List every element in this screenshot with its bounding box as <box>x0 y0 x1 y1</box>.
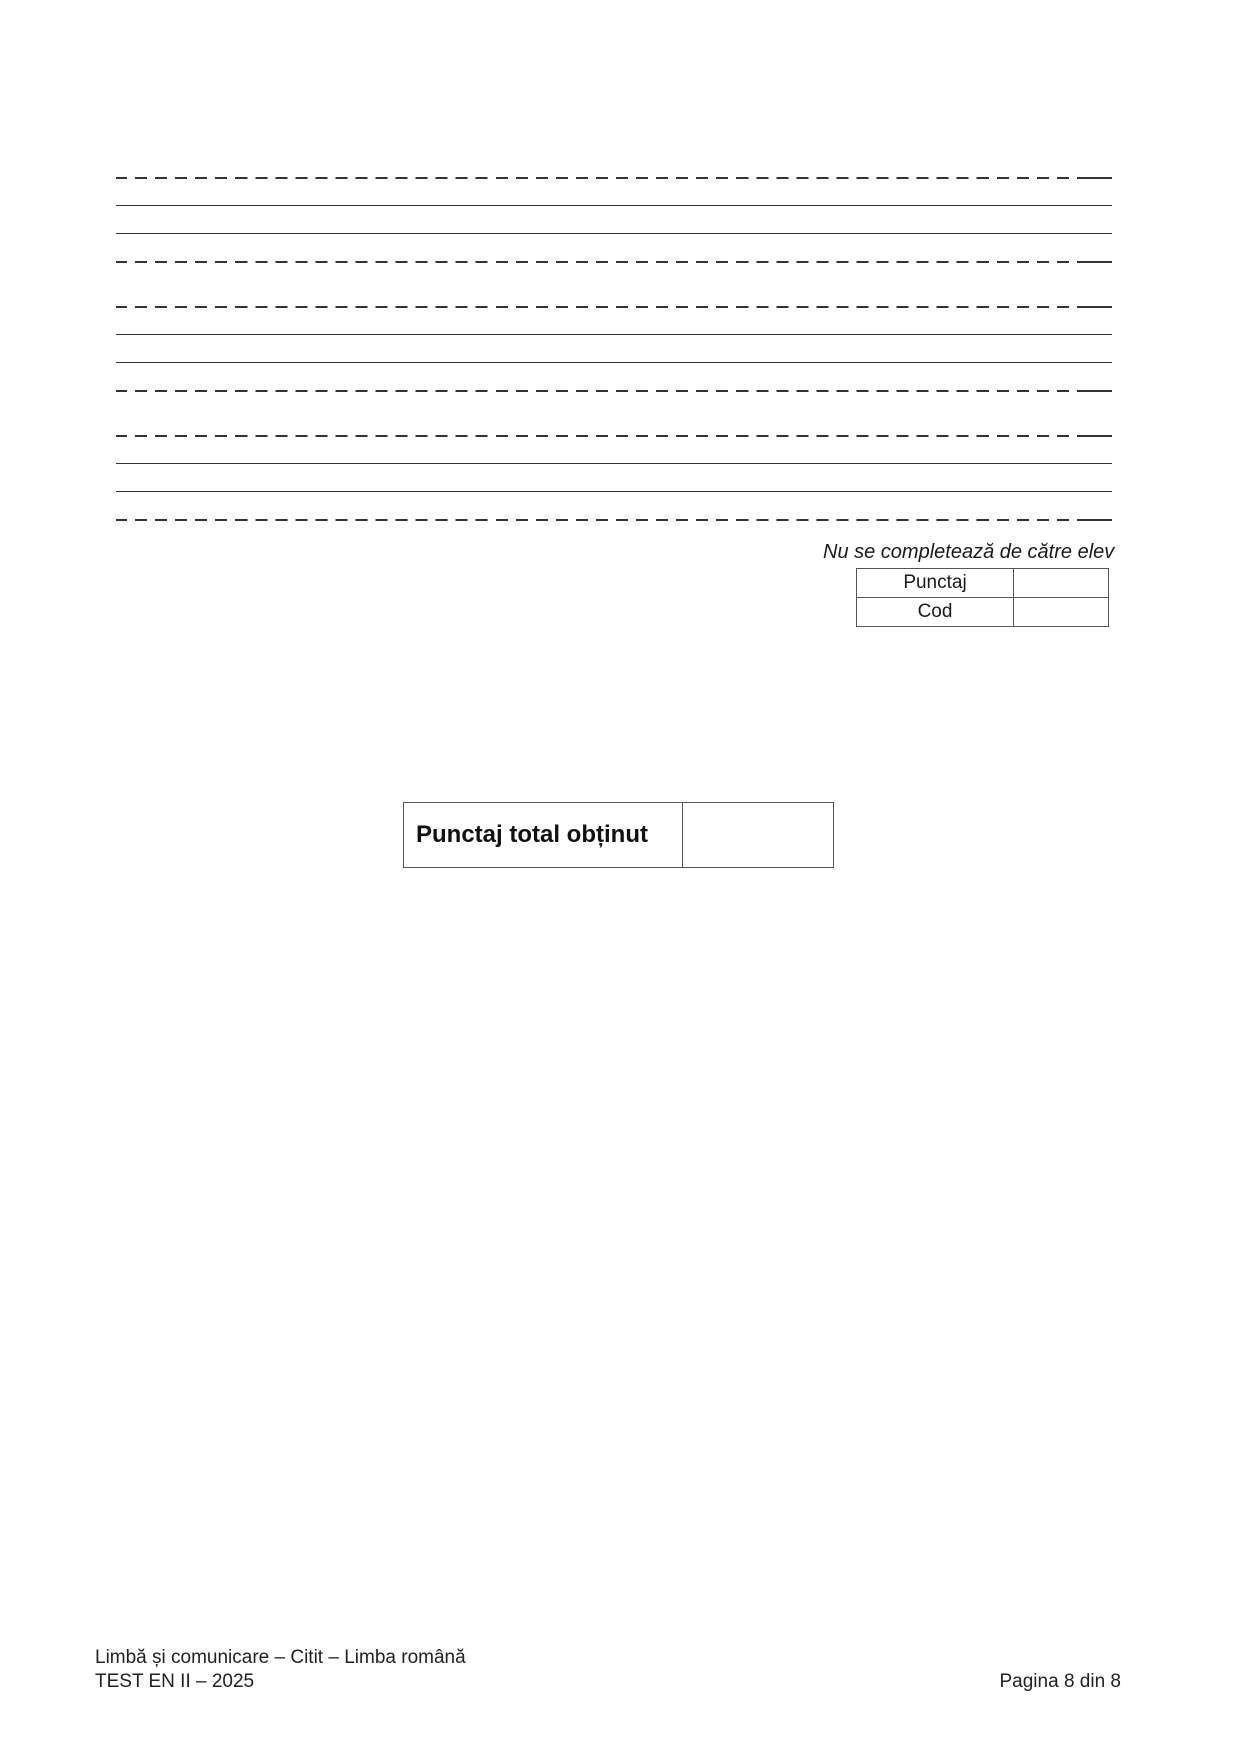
writing-line-solid <box>116 334 1112 335</box>
writing-line-solid <box>116 362 1112 363</box>
writing-line-dashed <box>116 390 1112 392</box>
total-score-value-cell[interactable] <box>683 803 834 868</box>
writing-line-dashed <box>116 177 1112 179</box>
score-value-cell[interactable] <box>1014 569 1109 598</box>
writing-line-solid <box>116 233 1112 234</box>
writing-line-solid <box>116 491 1112 492</box>
score-label: Punctaj <box>857 569 1014 598</box>
writing-line-solid <box>116 205 1112 206</box>
total-score-table <box>403 802 834 868</box>
writing-line-dashed <box>116 261 1112 263</box>
evaluator-score-table <box>856 568 1109 627</box>
page-number: Pagina 8 din 8 <box>999 1671 1121 1692</box>
table-row <box>404 803 834 868</box>
writing-line-dashed <box>116 519 1112 521</box>
total-score-label: Punctaj total obținut <box>404 803 683 868</box>
writing-line-dashed <box>116 435 1112 437</box>
writing-line-dashed <box>116 306 1112 308</box>
writing-line-solid <box>116 463 1112 464</box>
footer-test-name: TEST EN II – 2025 <box>95 1671 255 1692</box>
footer-left <box>95 1646 466 1694</box>
footer-subject: Limbă și comunicare – Citit – Limba română <box>95 1647 466 1668</box>
evaluator-note: Nu se completează de către elev <box>823 541 1115 563</box>
table-row <box>857 569 1109 598</box>
table-row <box>857 598 1109 627</box>
code-label: Cod <box>857 598 1014 627</box>
code-value-cell[interactable] <box>1014 598 1109 627</box>
